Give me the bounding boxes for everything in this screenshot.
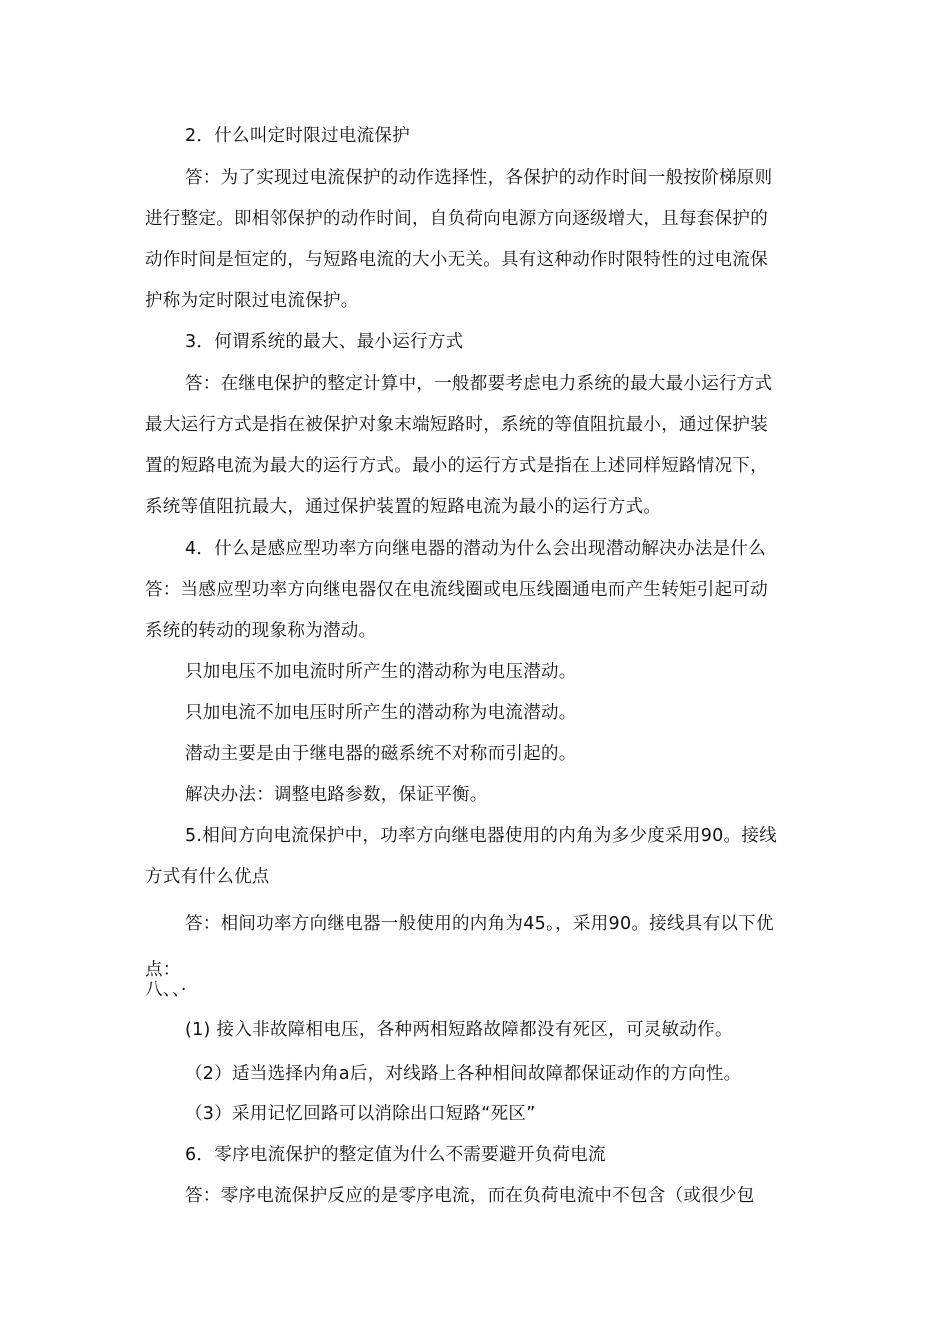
answer-line: 解决办法：调整电路参数，保证平衡。: [185, 785, 488, 805]
answer-line: 答：相间功率方向继电器一般使用的内角为45。，采用90。接线具有以下优: [185, 914, 774, 934]
answer-line: 动作时间是恒定的，与短路电流的大小无关。具有这种动作时限特性的过电流保: [145, 250, 768, 270]
answer-line: 进行整定。即相邻保护的动作时间，自负荷向电源方向逐级增大，且每套保护的: [145, 209, 768, 229]
answer-line: 答：为了实现过电流保护的动作选择性，各保护的动作时间一般按阶梯原则: [185, 168, 773, 188]
answer-line: 答：当感应型功率方向继电器仅在电流线圈或电压线圈通电而产生转矩引起可动: [145, 580, 768, 600]
heading-q3: 3．何谓系统的最大、最小运行方式: [185, 332, 464, 352]
answer-line: 答：在继电保护的整定计算中，一般都要考虑电力系统的最大最小运行方式: [185, 374, 773, 394]
answer-line: 只加电流不加电压时所产生的潜动称为电流潜动。: [185, 703, 577, 723]
answer-line: 系统等值阻抗最大，通过保护装置的短路电流为最小的运行方式。: [145, 497, 662, 517]
list-item: (1) 接入非故障相电压，各种两相短路故障都没有死区，可灵敏动作。: [185, 1020, 733, 1040]
answer-line: 只加电压不加电流时所产生的潜动称为电压潜动。: [185, 662, 577, 682]
list-item: （2）适当选择内角a后，对线路上各种相间故障都保证动作的方向性。: [185, 1064, 742, 1084]
answer-line: 八、、·: [145, 980, 187, 1000]
heading-q2: 2．什么叫定时限过电流保护: [185, 126, 411, 146]
answer-line: 最大运行方式是指在被保护对象末端短路时，系统的等值阻抗最小，通过保护装: [145, 415, 768, 435]
list-item: （3）采用记忆回路可以消除出口短路“死区”: [185, 1104, 536, 1124]
answer-line: 点：: [145, 960, 181, 980]
heading-q5: 5.相间方向电流保护中，功率方向继电器使用的内角为多少度采用90。接线: [185, 826, 777, 846]
answer-line: 潜动主要是由于继电器的磁系统不对称而引起的。: [185, 744, 577, 764]
answer-line: 系统的转动的现象称为潜动。: [145, 621, 377, 641]
heading-q4: 4．什么是感应型功率方向继电器的潜动为什么会出现潜动解决办法是什么: [185, 539, 767, 559]
answer-line: 护称为定时限过电流保护。: [145, 291, 359, 311]
heading-q5-cont: 方式有什么优点: [145, 867, 270, 887]
heading-q6: 6．零序电流保护的整定值为什么不需要避开负荷电流: [185, 1145, 606, 1165]
answer-line: 置的短路电流为最大的运行方式。最小的运行方式是指在上述同样短路情况下，: [145, 456, 768, 476]
answer-line: 答：零序电流保护反应的是零序电流，而在负荷电流中不包含（或很少包: [185, 1186, 755, 1206]
